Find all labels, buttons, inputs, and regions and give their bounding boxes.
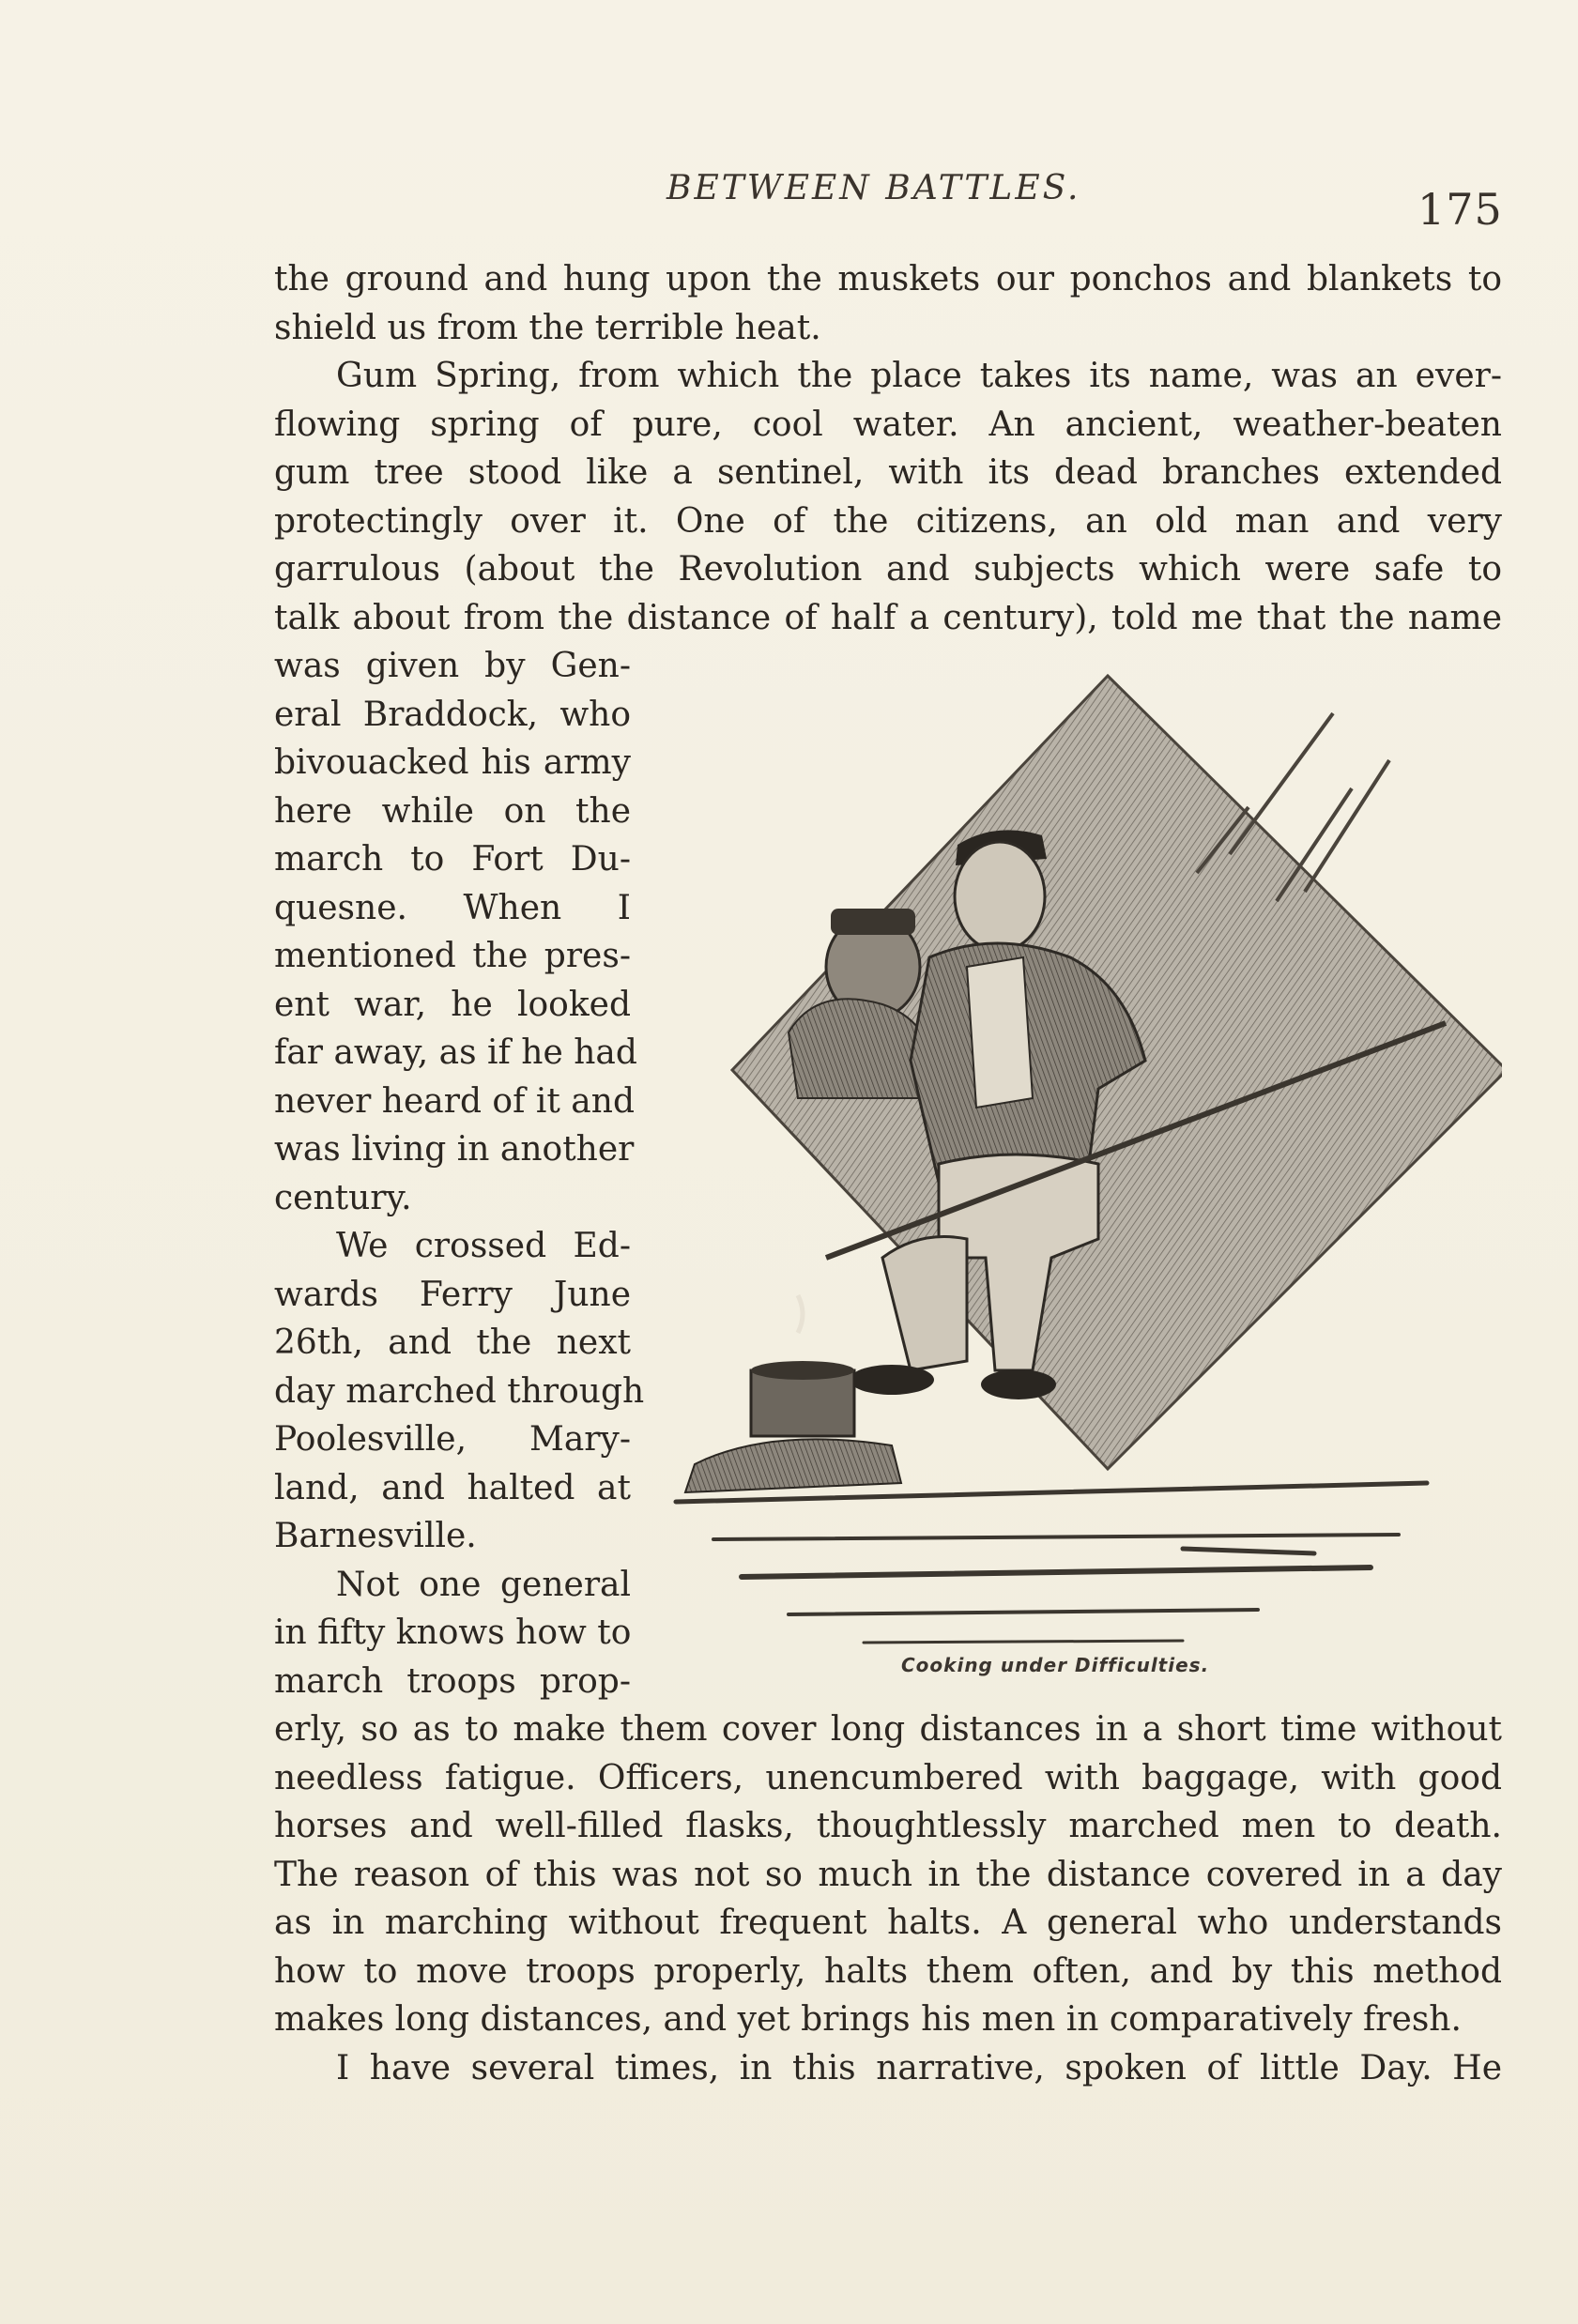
ground-strokes — [676, 1483, 1427, 1643]
text-line: never heard of it and — [274, 1081, 635, 1121]
narrow-column-2 — [274, 1222, 645, 1512]
narrow-column-3 — [274, 1561, 631, 1706]
text-line: march troops prop- — [274, 1661, 631, 1701]
text-line: far away, as if he had — [274, 1033, 637, 1072]
page-number: 175 — [1417, 184, 1503, 235]
text-line: here while on the — [274, 791, 631, 831]
paragraph-bottom — [274, 1705, 1502, 1995]
narrow-column-2-end — [274, 1512, 631, 1561]
text-line: Gum Spring, from which the place takes its name, was an ever- — [336, 357, 1502, 395]
cooking-pot — [685, 1295, 901, 1492]
text-line: horses and well-filled flasks, thoughtlessly marched men to death. — [274, 1807, 1502, 1845]
text-line: garrulous (about the Revolution and subjects which were safe to — [274, 550, 1502, 589]
text-line: eral Braddock, who — [274, 695, 631, 734]
text-line: talk about from the distance of half a century), told me that the name — [274, 598, 1502, 637]
paragraph-bottom-end — [274, 1995, 1502, 2044]
text-line: needless fatigue. Officers, unencumbered with baggage, with good — [274, 1758, 1502, 1797]
running-head: BETWEEN BATTLES. — [666, 169, 1081, 207]
text-line: shield us from the terrible heat. — [274, 308, 821, 347]
text-line: was given by Gen- — [274, 647, 631, 685]
text-line: the ground and hung upon the muskets our ponchos and blankets to — [274, 260, 1502, 298]
text-line: bivouacked his army — [274, 743, 631, 782]
text-line: Not one general — [336, 1565, 631, 1604]
engraving-illustration — [657, 657, 1502, 1671]
text-line: Poolesville, Mary- — [274, 1420, 631, 1459]
text-line: as in marching without frequent halts. A general who understands — [274, 1904, 1502, 1942]
paragraph-gum-spring — [274, 352, 1502, 642]
text-line: in fifty knows how to — [274, 1613, 632, 1652]
text-line: mentioned the pres- — [274, 937, 631, 975]
text-line: erly, so as to make them cover long distances in a short time without — [274, 1710, 1502, 1749]
text-line: I have several times, in this narrative, spoken of little Day. He — [336, 2048, 1502, 2087]
text-line: land, and halted at — [274, 1468, 631, 1507]
text-line: 26th, and the next — [274, 1323, 631, 1362]
text-line: march to Fort Du- — [274, 840, 631, 879]
text-line: Barnesville. — [274, 1517, 477, 1555]
paragraph-day — [274, 2044, 1502, 2093]
text-line: The reason of this was not so much in the distance covered in a day — [274, 1855, 1502, 1894]
narrow-column-1-end — [274, 1174, 631, 1223]
text-line: wards Ferry June — [274, 1275, 631, 1314]
text-line: was living in another — [274, 1130, 635, 1169]
text-line: how to move troops properly, halts them often, and by this method — [274, 1951, 1502, 1991]
text-line: day marched through — [274, 1371, 645, 1411]
paragraph-top-1-end — [274, 304, 1502, 353]
text-line: We crossed Ed- — [336, 1227, 631, 1265]
text-line: protectingly over it. One of the citizens, an old man and very — [274, 501, 1502, 541]
text-line: flowing spring of pure, cool water. An ancient, weather-beaten — [274, 405, 1502, 444]
text-line: quesne. When I — [274, 888, 631, 927]
figure-caption: Cooking under Difficulties. — [901, 1654, 1210, 1676]
paragraph-top-1 — [274, 255, 1502, 304]
text-line: ent war, he looked — [274, 985, 631, 1024]
narrow-column-1 — [274, 642, 637, 1174]
text-line: century. — [274, 1178, 412, 1217]
text-line: makes long distances, and yet brings his men in comparatively fresh. — [274, 2000, 1462, 2039]
text-line: gum tree stood like a sentinel, with its dead branches extended — [274, 453, 1502, 492]
